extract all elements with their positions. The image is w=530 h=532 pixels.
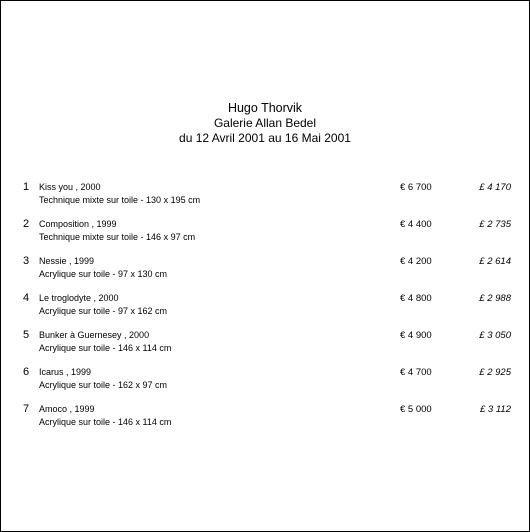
item-number: 7 xyxy=(23,403,30,415)
artwork-item xyxy=(1,403,529,433)
price-eur: € 4 200 xyxy=(400,256,432,267)
price-eur: € 4 700 xyxy=(400,367,432,378)
price-gbp: £ 2 614 xyxy=(479,256,511,267)
artwork-title: Bunker à Guernesey , 2000 xyxy=(39,330,150,340)
artwork-item xyxy=(1,329,529,359)
artwork-title: Amoco , 1999 xyxy=(39,404,95,414)
artwork-title: Kiss you , 2000 xyxy=(39,182,101,192)
artwork-title: Nessie , 1999 xyxy=(39,256,95,266)
artwork-item xyxy=(1,181,529,211)
artwork-item xyxy=(1,366,529,396)
price-eur: € 4 400 xyxy=(400,219,432,230)
price-eur: € 4 800 xyxy=(400,293,432,304)
item-number: 6 xyxy=(23,366,30,378)
artwork-description: Acrylique sur toile - 146 x 114 cm xyxy=(39,343,172,353)
artist-name: Hugo Thorvik xyxy=(227,101,303,115)
artwork-description: Acrylique sur toile - 97 x 130 cm xyxy=(39,269,168,279)
price-gbp: £ 2 925 xyxy=(479,367,511,378)
price-gbp: £ 2 988 xyxy=(479,293,511,304)
artwork-description: Acrylique sur toile - 146 x 114 cm xyxy=(39,417,172,427)
price-eur: € 5 000 xyxy=(400,404,432,415)
artwork-title: Composition , 1999 xyxy=(39,219,117,229)
artwork-description: Acrylique sur toile - 162 x 97 cm xyxy=(39,380,168,390)
price-gbp: £ 4 170 xyxy=(479,182,511,193)
item-number: 3 xyxy=(23,255,30,267)
item-number: 1 xyxy=(23,181,30,193)
item-number: 5 xyxy=(23,329,30,341)
exhibition-header xyxy=(1,101,529,146)
price-gbp: £ 3 112 xyxy=(480,404,511,415)
artwork-title: Icarus , 1999 xyxy=(39,367,92,377)
price-gbp: £ 3 050 xyxy=(479,330,511,341)
artwork-item xyxy=(1,218,529,248)
exhibition-dates: du 12 Avril 2001 au 16 Mai 2001 xyxy=(179,131,351,145)
gallery-name: Galerie Allan Bedel xyxy=(213,116,317,130)
item-number: 2 xyxy=(23,218,30,230)
artwork-description: Technique mixte sur toile - 130 x 195 cm xyxy=(39,195,201,205)
artwork-description: Acrylique sur toile - 97 x 162 cm xyxy=(39,306,168,316)
price-eur: € 4 900 xyxy=(400,330,432,341)
price-eur: € 6 700 xyxy=(400,182,432,193)
price-gbp: £ 2 735 xyxy=(479,219,511,230)
artwork-title: Le troglodyte , 2000 xyxy=(39,293,119,303)
item-number: 4 xyxy=(23,292,30,304)
artwork-description: Technique mixte sur toile - 146 x 97 cm xyxy=(39,232,196,242)
artwork-item xyxy=(1,255,529,285)
artwork-item xyxy=(1,292,529,322)
